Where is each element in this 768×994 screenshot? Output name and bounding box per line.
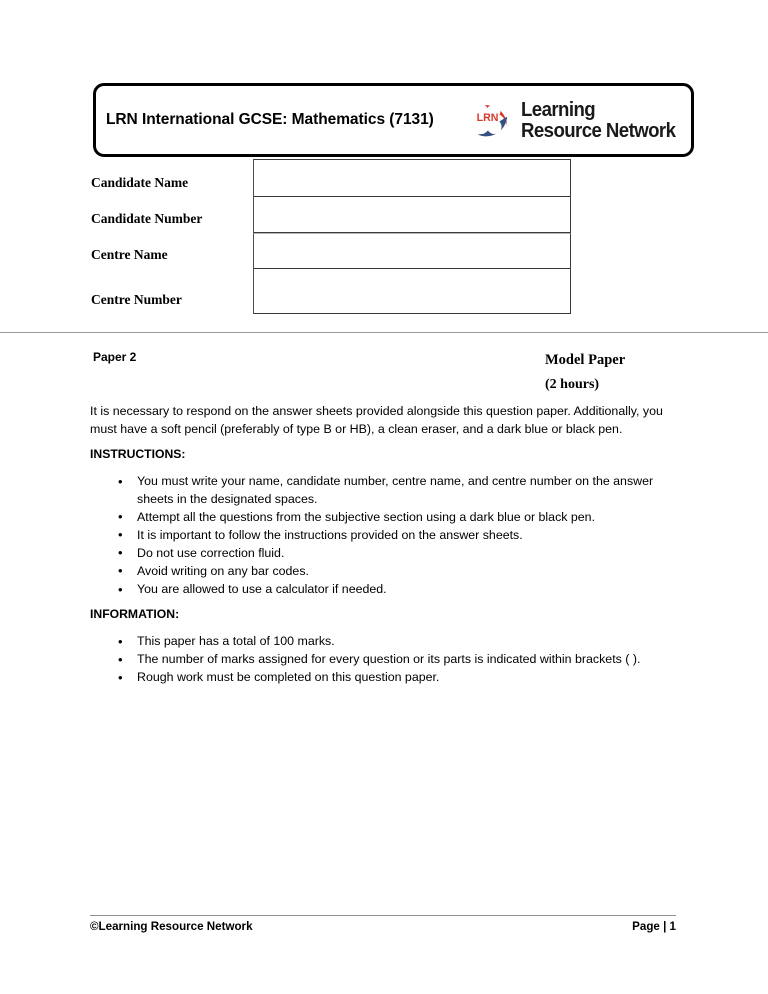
centre-number-field[interactable] [253, 269, 571, 314]
instructions-list [90, 473, 680, 599]
information-list [90, 633, 680, 687]
instructions-heading: INSTRUCTIONS: [90, 447, 186, 461]
paper-number-label: Paper 2 [93, 350, 137, 364]
list-item: • Avoid writing on any bar codes. [90, 563, 680, 581]
header-divider [0, 332, 768, 333]
footer-page-number: Page | 1 [632, 920, 676, 933]
table-row [91, 233, 571, 269]
page-title: LRN International GCSE: Mathematics (7131) [106, 111, 434, 128]
list-item: • You must write your name, candidate number, centre name, and centre number on the answer sheets in the designated spaces. [90, 473, 680, 508]
table-row [91, 269, 571, 314]
intro-paragraph: It is necessary to respond on the answer sheets provided alongside this question paper. Additionally, you must have a soft pencil (preferably of type B or HB), a clean eraser, and a dark blue or black pen. [90, 404, 663, 436]
duration-label: (2 hours) [545, 377, 600, 392]
logo-word-line-2: Resource Network [520, 119, 676, 142]
lrn-logo-mark-icon [459, 92, 515, 148]
list-item: • This paper has a total of 100 marks. [90, 633, 680, 651]
centre-number-label: Centre Number [91, 292, 182, 307]
candidate-number-field[interactable] [253, 197, 571, 233]
lrn-logo-wordmark [521, 100, 687, 141]
list-item: • Rough work must be completed on this question paper. [90, 669, 680, 687]
candidate-number-label: Candidate Number [91, 211, 203, 226]
list-item: • Attempt all the questions from the subjective section using a dark blue or black pen. [90, 509, 680, 527]
centre-name-label: Centre Name [91, 247, 168, 262]
exam-title-bar [93, 83, 694, 157]
candidate-name-label: Candidate Name [91, 175, 189, 190]
candidate-name-field[interactable] [253, 159, 571, 197]
table-row [91, 197, 571, 233]
logo-word-line-1: Learning [520, 98, 596, 121]
candidate-details-table [91, 159, 571, 314]
model-paper-label: Model Paper [545, 352, 626, 368]
list-item: • You are allowed to use a calculator if needed. [90, 581, 680, 599]
footer-copyright: ©Learning Resource Network [90, 920, 253, 933]
list-item: • It is important to follow the instructions provided on the answer sheets. [90, 527, 680, 545]
footer-divider [90, 915, 676, 916]
lrn-logo [459, 92, 687, 148]
centre-name-field[interactable] [253, 233, 571, 269]
information-heading: INFORMATION: [90, 607, 180, 621]
list-item: • The number of marks assigned for every question or its parts is indicated within brackets ( ). [90, 651, 680, 669]
table-row [91, 159, 571, 197]
svg-text:LRN: LRN [476, 112, 499, 125]
list-item: • Do not use correction fluid. [90, 545, 680, 563]
